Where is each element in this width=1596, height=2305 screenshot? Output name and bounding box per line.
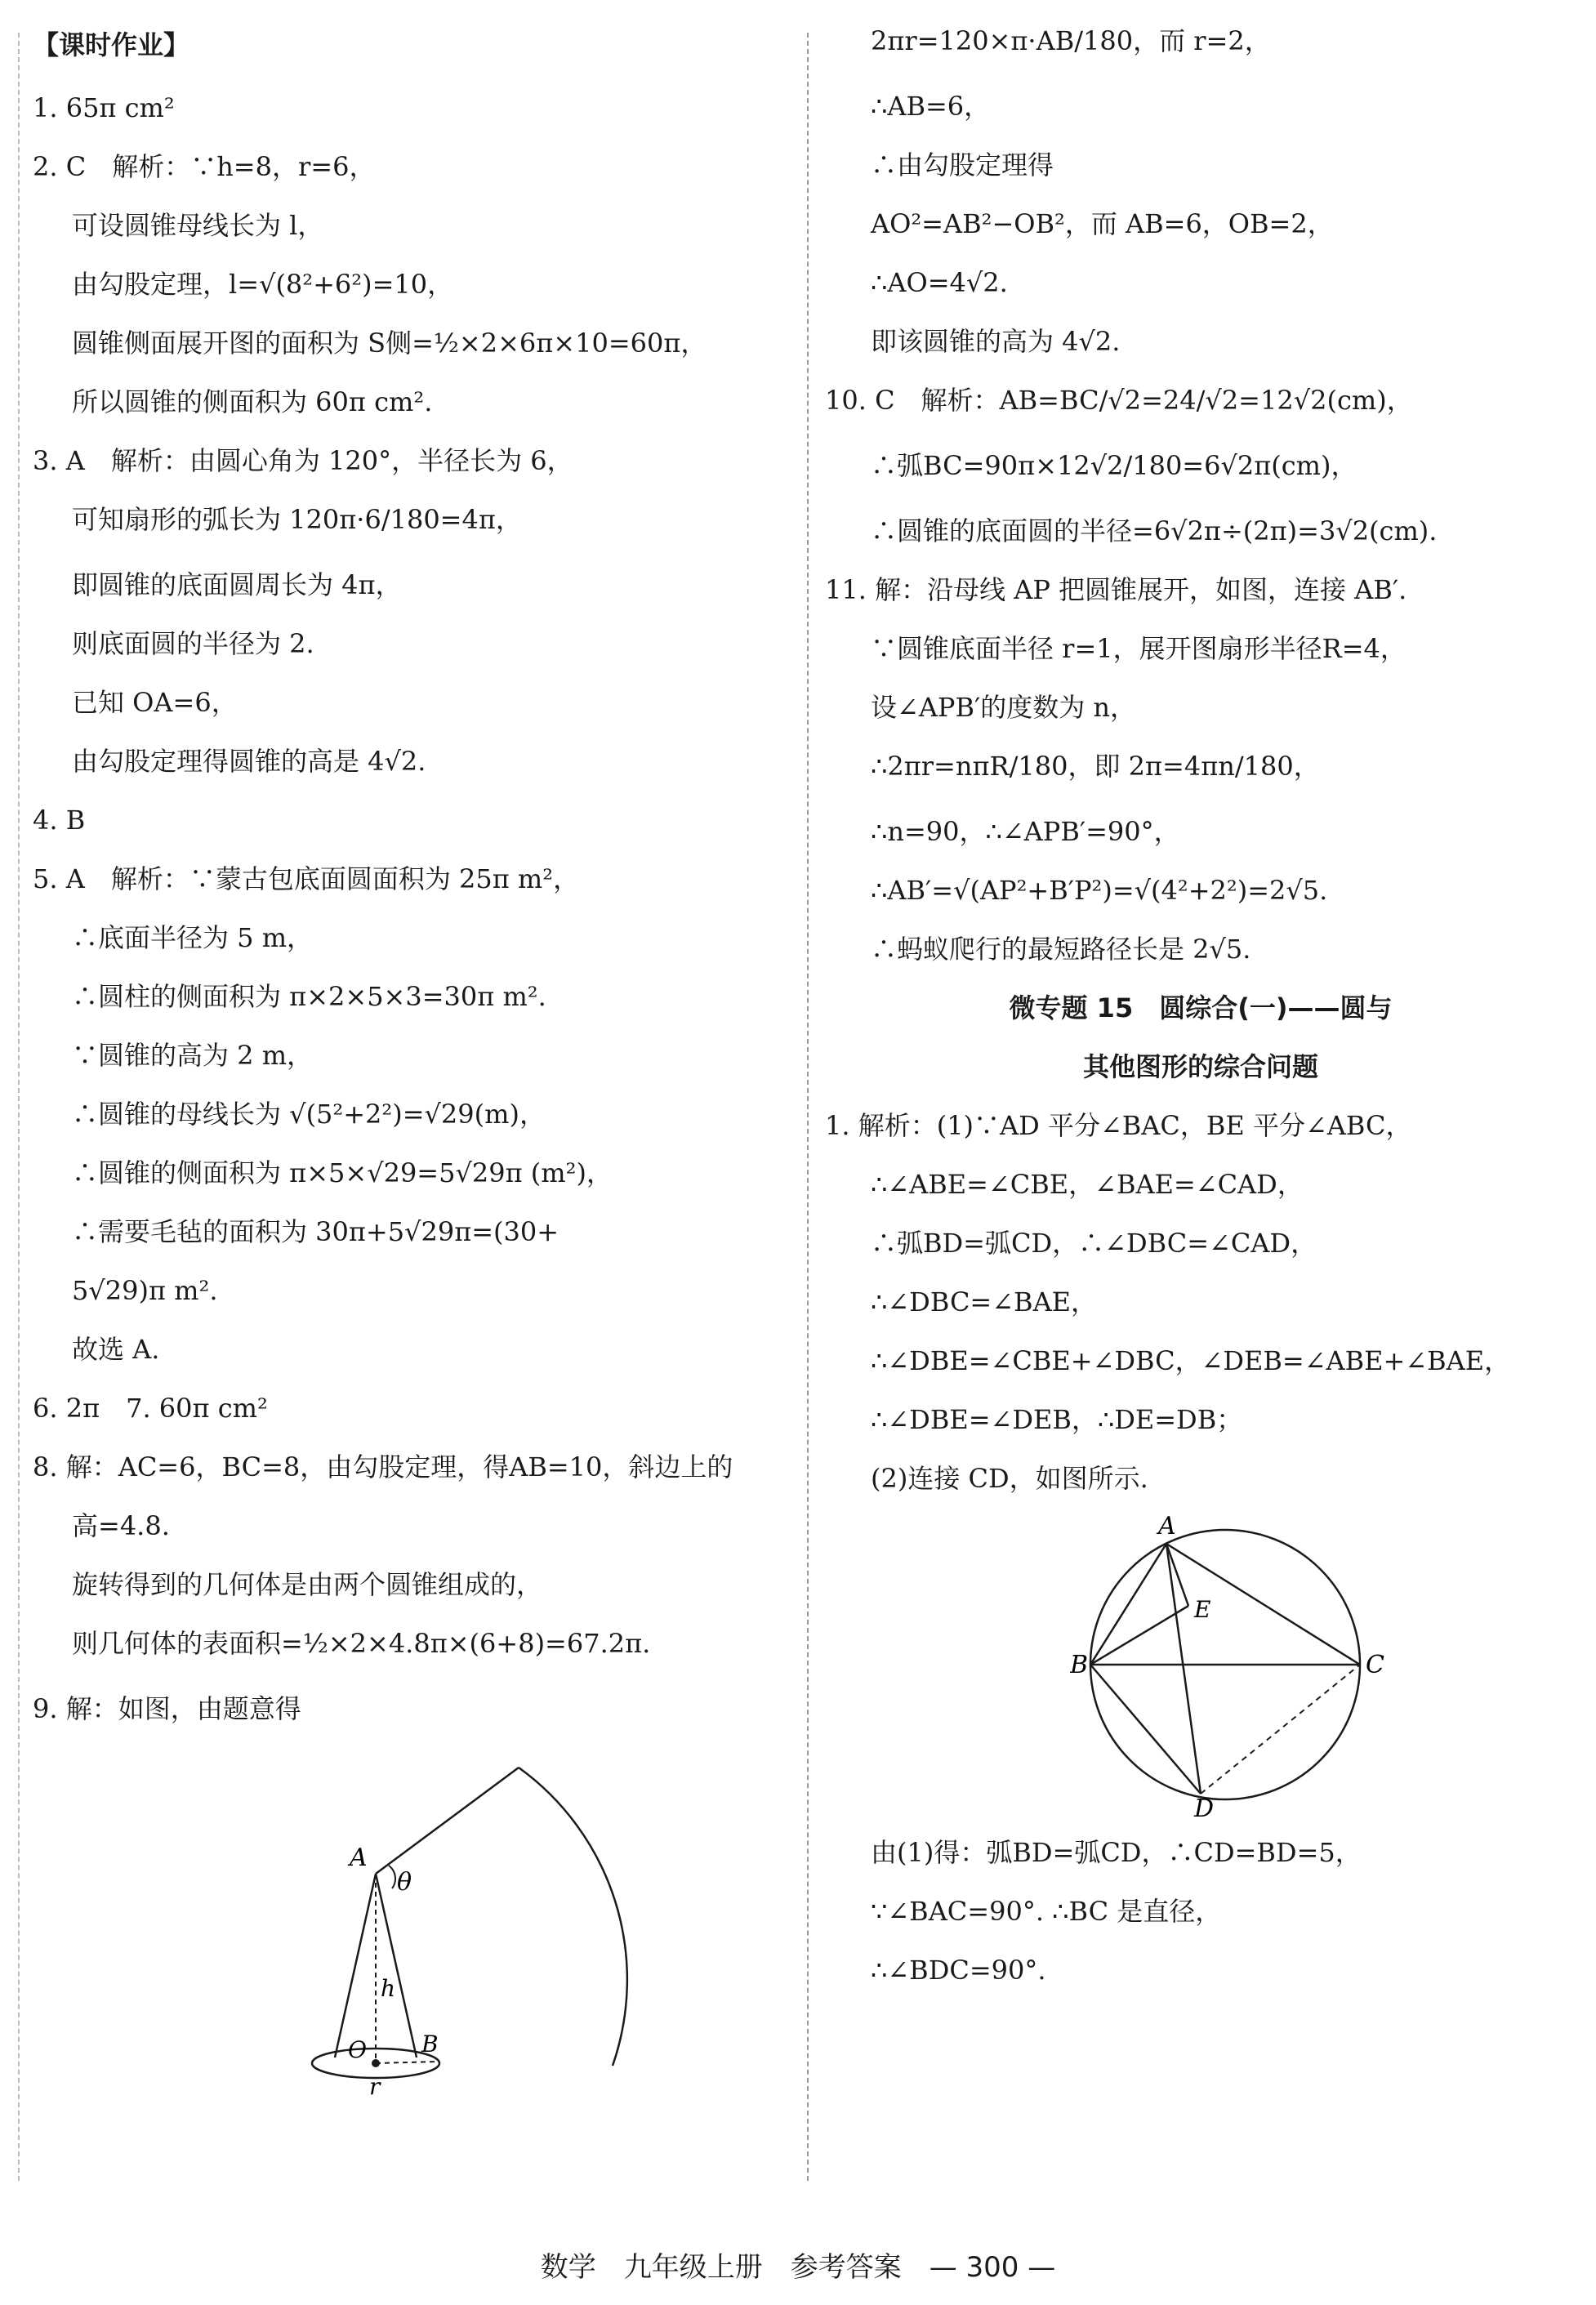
answer-line: ∴∠DBC=∠BAE， <box>871 1286 1098 1317</box>
answer-line: 可知扇形的弧长为 120π·6/180=4π， <box>72 504 522 535</box>
answer-line: 2. C 解析：∵h=8，r=6， <box>33 151 376 182</box>
label-theta: θ <box>397 1868 412 1897</box>
answer-line: 10. C 解析：AB=BC/√2=24/√2=12√2(cm)， <box>825 385 1413 416</box>
answer-line: 9. 解：如图，由题意得 <box>33 1693 301 1724</box>
label-B: B <box>1070 1651 1089 1679</box>
answer-line: 即该圆锥的高为 4√2. <box>871 326 1121 357</box>
section-header: 【课时作业】 <box>33 29 190 60</box>
answer-line: ∴蚂蚁爬行的最短路径长是 2√5. <box>871 934 1251 965</box>
answer-line: 可设圆锥母线长为 l， <box>72 210 324 241</box>
answer-line: ∵∠BAC=90°. ∴BC 是直径， <box>871 1896 1222 1927</box>
answer-line: ∴圆柱的侧面积为 π×2×5×3=30π m². <box>72 981 546 1012</box>
answer-line: 则几何体的表面积=½×2×4.8π×(6+8)=67.2π. <box>72 1628 651 1659</box>
circle-figure <box>1070 1509 1397 1820</box>
answer-line: 6. 2π 7. 60π cm² <box>33 1393 268 1424</box>
answer-line: ∴由勾股定理得 <box>871 149 1054 181</box>
answer-line: 5√29)π m². <box>72 1275 218 1306</box>
answer-line: 由勾股定理得圆锥的高是 4√2. <box>72 746 426 777</box>
answer-line: ∴圆锥的侧面积为 π×5×√29=5√29π (m²)， <box>72 1157 613 1188</box>
left-column <box>33 25 792 2102</box>
answer-line: 11. 解：沿母线 AP 把圆锥展开，如图，连接 AB′. <box>825 574 1407 605</box>
answer-line: ∴∠DBE=∠DEB，∴DE=DB； <box>871 1404 1243 1435</box>
label-E: E <box>1194 1596 1211 1623</box>
label-h: h <box>381 1975 396 2002</box>
column-divider <box>807 33 809 2181</box>
answer-line: 圆锥侧面展开图的面积为 S侧=½×2×6π×10=60π， <box>72 328 707 359</box>
answer-line: 由勾股定理，l=√(8²+6²)=10， <box>72 269 454 300</box>
answer-line: 4. B <box>33 805 86 836</box>
answer-line: ∴∠BDC=90°. <box>871 1955 1046 1986</box>
answer-line: 设∠APB′的度数为 n， <box>871 692 1137 723</box>
answer-line: 2πr=120×π·AB/180，而 r=2， <box>871 25 1271 56</box>
answer-line: 1. 65π cm² <box>33 92 175 123</box>
answer-line: AO²=AB²−OB²，而 AB=6，OB=2， <box>871 208 1334 239</box>
label-O: O <box>348 2036 367 2063</box>
label-A: A <box>1158 1512 1176 1540</box>
answer-line: ∴AB=6， <box>871 91 991 122</box>
answer-line: ∴弧BD=弧CD，∴∠DBC=∠CAD， <box>871 1228 1317 1259</box>
answer-line: ∴底面半径为 5 m， <box>72 922 314 953</box>
answer-line: ∵圆锥的高为 2 m， <box>72 1040 314 1071</box>
answer-line: ∴弧BC=90π×12√2/180=6√2π(cm)， <box>871 450 1357 481</box>
answer-line: ∴AO=4√2. <box>871 267 1008 298</box>
answer-line: 即圆锥的底面圆周长为 4π， <box>72 569 402 600</box>
label-A: A <box>350 1844 368 1872</box>
answer-line: 所以圆锥的侧面积为 60π cm². <box>72 386 433 417</box>
answer-line: 旋转得到的几何体是由两个圆锥组成的， <box>72 1569 543 1600</box>
answer-line: ∴AB′=√(AP²+B′P²)=√(4²+2²)=2√5. <box>871 875 1328 906</box>
label-r: r <box>369 2073 381 2100</box>
label-D: D <box>1194 1795 1215 1820</box>
label-B: B <box>421 2031 439 2058</box>
answer-line: 5. A 解析：∵蒙古包底面圆面积为 25π m²， <box>33 863 580 894</box>
left-margin-rule <box>18 33 20 2181</box>
answer-line: ∴2πr=nπR/180，即 2π=4πn/180， <box>871 751 1320 782</box>
page-footer: 数学 九年级上册 参考答案 — 300 — <box>540 2251 1056 2284</box>
answer-line: 8. 解：AC=6，BC=8，由勾股定理，得AB=10，斜边上的 <box>33 1451 733 1482</box>
answer-line: 由(1)得：弧BD=弧CD，∴CD=BD=5， <box>871 1837 1362 1868</box>
answer-line: ∴圆锥的母线长为 √(5²+2²)=√29(m)， <box>72 1099 546 1130</box>
answer-line: ∴需要毛毡的面积为 30π+5√29π=(30+ <box>72 1216 559 1247</box>
answer-line: ∴∠ABE=∠CBE，∠BAE=∠CAD， <box>871 1169 1304 1200</box>
answer-line: ∴n=90，∴∠APB′=90°， <box>871 816 1180 847</box>
answer-line: ∵圆锥底面半径 r=1，展开图扇形半径R=4， <box>871 633 1407 664</box>
topic-subtitle: 其他图形的综合问题 <box>1082 1051 1318 1082</box>
answer-line: 1. 解析：(1)∵AD 平分∠BAC，BE 平分∠ABC， <box>825 1110 1412 1141</box>
answer-line: 已知 OA=6， <box>72 687 238 718</box>
right-column <box>825 25 1576 2013</box>
answer-line: 则底面圆的半径为 2. <box>72 628 314 659</box>
answer-line: ∴圆锥的底面圆的半径=6√2π÷(2π)=3√2(cm). <box>871 515 1438 546</box>
answer-line: ∴∠DBE=∠CBE+∠DBC，∠DEB=∠ABE+∠BAE， <box>871 1345 1511 1376</box>
answer-line: 故选 A. <box>72 1334 160 1365</box>
label-C: C <box>1366 1651 1384 1679</box>
answer-line: 高=4.8. <box>72 1510 170 1541</box>
answer-line: (2)连接 CD，如图所示. <box>871 1463 1148 1494</box>
topic-title: 微专题 15 圆综合(一)——圆与 <box>1009 992 1393 1023</box>
cone-net-figure <box>229 1743 800 2102</box>
answer-line: 3. A 解析：由圆心角为 120°，半径长为 6， <box>33 445 573 476</box>
